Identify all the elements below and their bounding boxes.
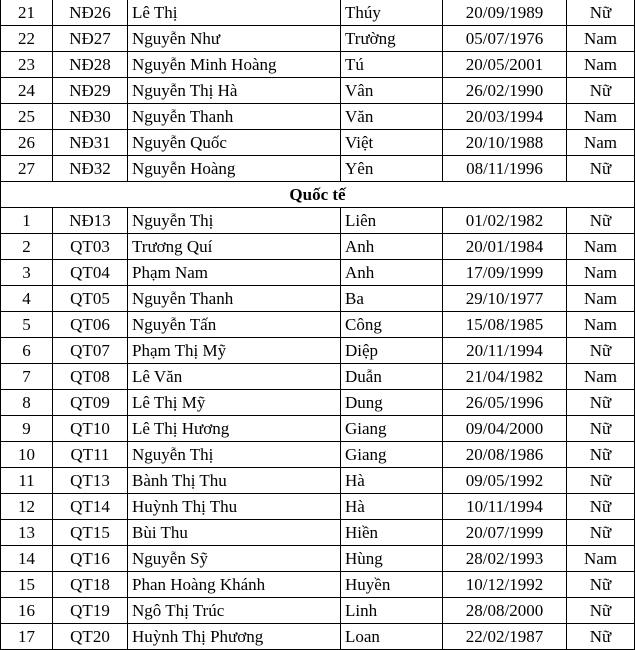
cell-ngay-sinh: 28/02/1993: [443, 546, 567, 572]
cell-ma: QT20: [53, 624, 128, 650]
cell-ho: Nguyễn Sỹ: [128, 546, 341, 572]
table-row: [1, 494, 635, 520]
cell-stt: 22: [1, 26, 53, 52]
cell-ten: Hùng: [341, 546, 443, 572]
cell-ten: Giang: [341, 416, 443, 442]
cell-stt: 8: [1, 390, 53, 416]
cell-ngay-sinh: 08/11/1996: [443, 156, 567, 182]
cell-ten: Liên: [341, 208, 443, 234]
cell-stt: 1: [1, 208, 53, 234]
cell-ma: QT10: [53, 416, 128, 442]
cell-ma: QT05: [53, 286, 128, 312]
cell-ngay-sinh: 15/08/1985: [443, 312, 567, 338]
table-row: [1, 390, 635, 416]
cell-ho: Nguyễn Minh Hoàng: [128, 52, 341, 78]
table-row: [1, 208, 635, 234]
cell-stt: 11: [1, 468, 53, 494]
cell-ho: Phạm Nam: [128, 260, 341, 286]
table-row: [1, 260, 635, 286]
table-row: [1, 338, 635, 364]
cell-stt: 14: [1, 546, 53, 572]
cell-ma: QT06: [53, 312, 128, 338]
cell-gioi-tinh: Nữ: [567, 208, 635, 234]
cell-ho: Nguyễn Quốc: [128, 130, 341, 156]
cell-ten: Anh: [341, 260, 443, 286]
cell-gioi-tinh: Nữ: [567, 156, 635, 182]
cell-stt: 2: [1, 234, 53, 260]
cell-ma: QT14: [53, 494, 128, 520]
cell-gioi-tinh: Nam: [567, 130, 635, 156]
cell-ho: Bành Thị Thu: [128, 468, 341, 494]
table-row: [1, 0, 635, 26]
cell-ten: Văn: [341, 104, 443, 130]
cell-gioi-tinh: Nam: [567, 260, 635, 286]
cell-ma: QT19: [53, 598, 128, 624]
table-row: [1, 416, 635, 442]
cell-stt: 10: [1, 442, 53, 468]
cell-ngay-sinh: 20/03/1994: [443, 104, 567, 130]
table-row: [1, 130, 635, 156]
cell-stt: 12: [1, 494, 53, 520]
cell-ho: Nguyễn Thị: [128, 208, 341, 234]
cell-gioi-tinh: Nữ: [567, 390, 635, 416]
cell-ten: Anh: [341, 234, 443, 260]
cell-ho: Trương Quí: [128, 234, 341, 260]
cell-gioi-tinh: Nữ: [567, 598, 635, 624]
cell-stt: 13: [1, 520, 53, 546]
cell-stt: 25: [1, 104, 53, 130]
cell-gioi-tinh: Nữ: [567, 0, 635, 26]
cell-ngay-sinh: 20/07/1999: [443, 520, 567, 546]
cell-ngay-sinh: 20/01/1984: [443, 234, 567, 260]
table-row: [1, 78, 635, 104]
cell-gioi-tinh: Nữ: [567, 416, 635, 442]
cell-ma: QT16: [53, 546, 128, 572]
cell-ngay-sinh: 28/08/2000: [443, 598, 567, 624]
cell-stt: 4: [1, 286, 53, 312]
cell-ngay-sinh: 09/05/1992: [443, 468, 567, 494]
cell-ma: NĐ28: [53, 52, 128, 78]
cell-ma: NĐ13: [53, 208, 128, 234]
cell-ten: Vân: [341, 78, 443, 104]
cell-gioi-tinh: Nữ: [567, 442, 635, 468]
cell-stt: 27: [1, 156, 53, 182]
cell-ho: Ngô Thị Trúc: [128, 598, 341, 624]
cell-ma: QT04: [53, 260, 128, 286]
cell-ten: Hiền: [341, 520, 443, 546]
cell-ten: Giang: [341, 442, 443, 468]
cell-ma: QT09: [53, 390, 128, 416]
cell-ngay-sinh: 29/10/1977: [443, 286, 567, 312]
cell-gioi-tinh: Nữ: [567, 494, 635, 520]
cell-ngay-sinh: 01/02/1982: [443, 208, 567, 234]
cell-gioi-tinh: Nữ: [567, 520, 635, 546]
cell-stt: 3: [1, 260, 53, 286]
cell-ho: Lê Thị Mỹ: [128, 390, 341, 416]
cell-ngay-sinh: 20/11/1994: [443, 338, 567, 364]
table-row: [1, 26, 635, 52]
cell-ho: Nguyễn Tấn: [128, 312, 341, 338]
cell-ten: Duẫn: [341, 364, 443, 390]
cell-stt: 9: [1, 416, 53, 442]
cell-ma: QT15: [53, 520, 128, 546]
table-row: [1, 234, 635, 260]
section-header-row: [1, 182, 635, 208]
table-row: [1, 312, 635, 338]
cell-ten: Ba: [341, 286, 443, 312]
cell-gioi-tinh: Nữ: [567, 78, 635, 104]
cell-ngay-sinh: 26/05/1996: [443, 390, 567, 416]
cell-stt: 7: [1, 364, 53, 390]
cell-ngay-sinh: 17/09/1999: [443, 260, 567, 286]
cell-ngay-sinh: 20/10/1988: [443, 130, 567, 156]
cell-gioi-tinh: Nữ: [567, 338, 635, 364]
cell-ten: Tú: [341, 52, 443, 78]
cell-ten: Yên: [341, 156, 443, 182]
table-row: [1, 520, 635, 546]
cell-ten: Diệp: [341, 338, 443, 364]
cell-ho: Nguyễn Thị: [128, 442, 341, 468]
cell-ho: Lê Thị: [128, 0, 341, 26]
cell-ma: QT08: [53, 364, 128, 390]
cell-ngay-sinh: 20/08/1986: [443, 442, 567, 468]
table-row: [1, 624, 635, 650]
cell-stt: 26: [1, 130, 53, 156]
cell-ten: Trường: [341, 26, 443, 52]
cell-gioi-tinh: Nam: [567, 312, 635, 338]
cell-ho: Huỳnh Thị Phương: [128, 624, 341, 650]
table-row: [1, 598, 635, 624]
cell-ma: NĐ31: [53, 130, 128, 156]
cell-ngay-sinh: 10/11/1994: [443, 494, 567, 520]
cell-ten: Thúy: [341, 0, 443, 26]
cell-gioi-tinh: Nam: [567, 104, 635, 130]
cell-ten: Công: [341, 312, 443, 338]
cell-gioi-tinh: Nam: [567, 286, 635, 312]
section-title: Quốc tế: [1, 182, 635, 208]
cell-gioi-tinh: Nam: [567, 364, 635, 390]
cell-ma: NĐ27: [53, 26, 128, 52]
cell-gioi-tinh: Nam: [567, 26, 635, 52]
cell-ho: Nguyễn Thanh: [128, 104, 341, 130]
cell-ten: Loan: [341, 624, 443, 650]
cell-ngay-sinh: 10/12/1992: [443, 572, 567, 598]
cell-ho: Nguyễn Thanh: [128, 286, 341, 312]
cell-ngay-sinh: 22/02/1987: [443, 624, 567, 650]
cell-ngay-sinh: 20/05/2001: [443, 52, 567, 78]
table-row: [1, 52, 635, 78]
cell-ho: Phạm Thị Mỹ: [128, 338, 341, 364]
cell-stt: 24: [1, 78, 53, 104]
roster-body: [1, 0, 635, 650]
cell-ten: Hà: [341, 494, 443, 520]
cell-ma: QT13: [53, 468, 128, 494]
cell-ten: Linh: [341, 598, 443, 624]
cell-gioi-tinh: Nữ: [567, 572, 635, 598]
cell-stt: 6: [1, 338, 53, 364]
table-row: [1, 104, 635, 130]
cell-ma: QT18: [53, 572, 128, 598]
cell-ma: NĐ32: [53, 156, 128, 182]
cell-ho: Lê Văn: [128, 364, 341, 390]
cell-ma: QT07: [53, 338, 128, 364]
cell-ngay-sinh: 05/07/1976: [443, 26, 567, 52]
cell-ten: Hà: [341, 468, 443, 494]
cell-ho: Nguyễn Thị Hà: [128, 78, 341, 104]
cell-ten: Việt: [341, 130, 443, 156]
cell-stt: 17: [1, 624, 53, 650]
cell-ho: Nguyễn Như: [128, 26, 341, 52]
cell-ngay-sinh: 21/04/1982: [443, 364, 567, 390]
cell-ten: Huyền: [341, 572, 443, 598]
cell-gioi-tinh: Nam: [567, 234, 635, 260]
cell-gioi-tinh: Nam: [567, 52, 635, 78]
cell-ho: Phan Hoàng Khánh: [128, 572, 341, 598]
table-row: [1, 364, 635, 390]
table-row: [1, 156, 635, 182]
cell-gioi-tinh: Nam: [567, 546, 635, 572]
cell-ma: NĐ30: [53, 104, 128, 130]
cell-gioi-tinh: Nữ: [567, 468, 635, 494]
cell-stt: 21: [1, 0, 53, 26]
cell-ma: NĐ26: [53, 0, 128, 26]
cell-ngay-sinh: 09/04/2000: [443, 416, 567, 442]
table-row: [1, 468, 635, 494]
cell-ho: Huỳnh Thị Thu: [128, 494, 341, 520]
cell-ngay-sinh: 20/09/1989: [443, 0, 567, 26]
table-row: [1, 572, 635, 598]
table-row: [1, 442, 635, 468]
cell-stt: 5: [1, 312, 53, 338]
cell-gioi-tinh: Nữ: [567, 624, 635, 650]
cell-stt: 16: [1, 598, 53, 624]
cell-ma: QT11: [53, 442, 128, 468]
table-row: [1, 286, 635, 312]
cell-ma: QT03: [53, 234, 128, 260]
cell-stt: 23: [1, 52, 53, 78]
cell-ho: Lê Thị Hương: [128, 416, 341, 442]
cell-ngay-sinh: 26/02/1990: [443, 78, 567, 104]
cell-ten: Dung: [341, 390, 443, 416]
cell-stt: 15: [1, 572, 53, 598]
cell-ma: NĐ29: [53, 78, 128, 104]
table-row: [1, 546, 635, 572]
cell-ho: Nguyễn Hoàng: [128, 156, 341, 182]
cell-ho: Bùi Thu: [128, 520, 341, 546]
